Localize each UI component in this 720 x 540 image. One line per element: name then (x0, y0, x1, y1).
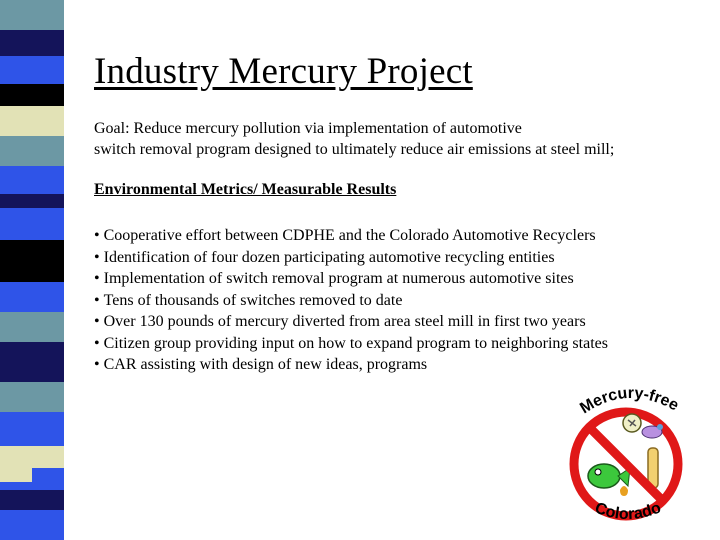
stripe-block (0, 342, 64, 382)
bullet-glyph: • (94, 227, 100, 244)
list-item (94, 247, 709, 269)
stripe-block (0, 490, 64, 510)
stripe-block (0, 510, 64, 540)
fish-eye-icon (595, 469, 601, 475)
list-item (94, 290, 709, 312)
list-item (94, 225, 709, 247)
mercury-free-logo (560, 382, 695, 530)
stripe-block (0, 30, 64, 56)
stripe-block (0, 0, 64, 30)
stripe-block (0, 446, 64, 468)
stripe-block (0, 56, 64, 84)
list-item-text: Citizen group providing input on how to expand program to neighboring states (103, 334, 608, 352)
decorative-stripe (0, 0, 64, 540)
bullet-glyph: • (94, 356, 100, 373)
stripe-block (0, 106, 64, 136)
stripe-block (0, 136, 64, 166)
bullet-glyph: • (94, 248, 100, 266)
bullet-glyph: • (94, 313, 100, 330)
results-list (94, 225, 709, 376)
bullet-glyph: • (94, 270, 100, 287)
goal-line: Goal: Reduce mercury pollution via implementation of automotive (94, 120, 522, 137)
stripe-block (0, 84, 64, 106)
stripe-block (0, 194, 64, 208)
list-item-text: Identification of four dozen participating automotive recycling entities (103, 248, 555, 266)
section-heading: Environmental Metrics/ Measurable Results (94, 181, 397, 198)
bullet-glyph: • (94, 291, 100, 309)
list-item (94, 311, 709, 333)
goal-line: switch removal program designed to ultimately reduce air emissions at steel mill; (94, 141, 615, 158)
fish-icon (588, 464, 620, 488)
stripe-block (0, 240, 64, 282)
logo-top-text: Mercury-free (577, 384, 682, 418)
list-item-text: CAR assisting with design of new ideas, programs (103, 356, 428, 373)
stripe-block (0, 208, 64, 240)
list-item-text: Tens of thousands of switches removed to date (103, 291, 403, 309)
list-item-text: Cooperative effort between CDPHE and the Colorado Automotive Recyclers (103, 227, 596, 244)
slide-title: Industry Mercury Project (94, 51, 473, 92)
stripe-block (0, 382, 64, 412)
stripe-block (0, 312, 64, 342)
stripe-block (0, 166, 64, 194)
bird-head-icon (657, 424, 663, 430)
stripe-block (0, 282, 64, 312)
goal-text (94, 118, 704, 160)
list-item-text: Implementation of switch removal program at numerous automotive sites (103, 270, 574, 287)
list-item-text: Over 130 pounds of mercury diverted from area steel mill in first two years (103, 313, 586, 330)
list-item (94, 354, 709, 376)
stripe-block (0, 466, 32, 482)
bullet-glyph: • (94, 334, 100, 352)
list-item (94, 268, 709, 290)
stripe-block (0, 412, 64, 446)
logo-bottom-text: Colorado (592, 499, 664, 524)
list-item (94, 333, 709, 355)
